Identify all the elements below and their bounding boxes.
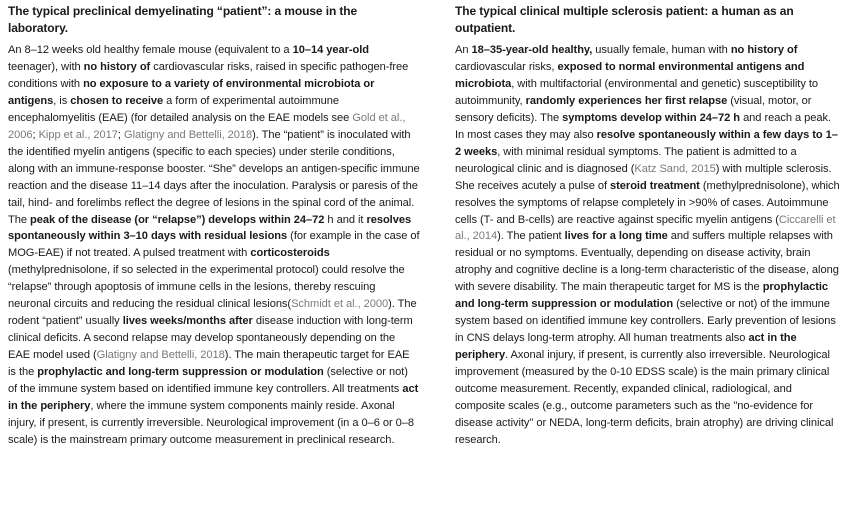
bold-text: peak of the disease (or “relapse”) develops within 24–72 (30, 213, 325, 226)
bold-text: chosen to receive (70, 94, 164, 107)
bold-text: exposed to normal environmental antigens and microbiota (455, 60, 805, 90)
bold-text: no history of (730, 44, 798, 56)
body-text: ) with multiple sclerosis. She receives acutely a pulse of (455, 162, 832, 192)
body-text: . Axonal injury, if present, is currently also irreversible. Neurological improvement (measured by the 0-10 EDSS scale) is the main primary clinical outcome measurement. Recently, expanded clinical, radiological, and composite scales (e.g., outcome parameters such as the "no-evidence for disease activity" or NEDA, long-term deficits, brain atrophy) are driving clinical research. (455, 349, 834, 446)
clinical-title: The typical clinical multiple sclerosis patient: a human as an outpatient. (455, 4, 794, 35)
bold-text: act in the periphery (8, 383, 419, 413)
citation-text: Katz Sand, 2015 (634, 162, 716, 175)
bold-text: corticosteroids (250, 247, 330, 260)
body-text: teenager), with (8, 60, 84, 73)
citation-text: Kipp et al., 2017 (38, 128, 118, 141)
body-text: ). The “patient” is inoculated with the identified myelin antigens (specific to each species) under sterile conditions, along with an immune-response booster. “She” develops an antigen-specific immune reaction and the disease 11–14 days after the inoculation. Paralysis or paresis of the tail, hind- and forelimbs reflect the degree of lesions in the spinal cord of the animal. The (8, 128, 420, 226)
bold-text: randomly experiences her first relapse (525, 94, 728, 107)
body-text: ; (117, 128, 124, 141)
bold-text: no exposure to a variety of environmental microbiota or antigens (8, 77, 375, 107)
bold-text: prophylactic and long-term suppression or modulation (37, 366, 324, 379)
preclinical-column (8, 3, 420, 449)
bold-text: act in the periphery (455, 332, 797, 362)
citation-text: Gold et al., 2006 (8, 111, 406, 141)
bold-text: resolve spontaneously within a few days to 1–2 weeks (455, 128, 838, 158)
bold-text: symptoms develop within 24–72 h (562, 111, 741, 124)
body-text: disease induction with long-term clinical deficits. A second relapse may develop spontaneously depending on the EAE model used ( (8, 315, 413, 362)
citation-text: Glatigny and Bettelli, 2018 (96, 349, 225, 362)
body-text: An (455, 44, 472, 56)
body-text: (methylprednisolone, if so selected in the experimental protocol) could resolve the “relapse” through apoptosis of immune cells in the lesions, thereby rescuing neuronal circuits and reducing the residual clinical lesions( (8, 264, 405, 311)
body-text: ; (32, 128, 39, 141)
body-text: (selective or not) of the immune system based on identified immune key controllers. Early prevention of lesions in CNS delays long-term atrophy. All human treatments also (455, 298, 836, 345)
preclinical-title: The typical preclinical demyelinating “patient”: a mouse in the laboratory. (8, 4, 358, 35)
body-text: a form of experimental autoimmune encephalomyelitis (EAE) (for detailed analysis on the EAE models see (8, 94, 353, 124)
body-text: (for example in the case of MOG-EAE) if not treated. A pulsed treatment with (8, 230, 420, 260)
body-text: and reach a peak. In most cases they may also (455, 111, 832, 141)
body-text: cardiovascular risks, raised in specific pathogen-free conditions with (8, 60, 409, 90)
body-text: (selective or not) of the immune system based on identified immune key controllers. All treatments (8, 366, 408, 396)
body-text: ). The rodent “patient” usually (8, 298, 417, 328)
bold-text: lives for a long time (564, 230, 668, 243)
body-text: ). The patient (497, 230, 565, 243)
clinical-column (455, 3, 843, 449)
body-text: cardiovascular risks, (455, 60, 558, 73)
body-text: (visual, motor, or sensory deficits). The (455, 94, 812, 124)
bold-text: 18–35-year-old healthy, (471, 44, 593, 56)
bold-text: 10–14 year-old (292, 44, 369, 56)
body-text: and suffers multiple relapses with residual or no symptoms. Eventually, depending on disease activity, brain atrophy and cognitive decline is a long-term characteristic of the disease, along with severe disability. The main therapeutic target for MS is the (455, 230, 839, 294)
bold-text: resolves spontaneously within 3–10 days with residual lesions (8, 213, 412, 243)
bold-text: lives weeks/months after (122, 315, 253, 328)
body-text: (methylprednisolone), which resolves the symptoms of relapse completely in >90% of cases. Autoimmune cells (T- and B-cells) are reactive against specific myelin antigens ( (455, 179, 840, 226)
citation-text: Glatigny and Bettelli, 2018 (123, 128, 253, 141)
body-text: , where the immune system components mainly reside. Axonal injury, if present, is currently irreversible. Neurological improvement (in a 0–6 or 0–8 scale) is the mainstream primary outcome measurement in preclinical research. (8, 400, 415, 446)
citation-text: Schmidt et al., 2000 (291, 298, 389, 311)
preclinical-paragraph (8, 42, 420, 449)
body-text: h and it (324, 213, 367, 226)
bold-text: no history of (83, 60, 151, 73)
body-text: usually female, human with (592, 44, 731, 56)
body-text: ). The main therapeutic target for EAE is the (8, 349, 410, 379)
clinical-paragraph (455, 42, 843, 449)
bold-text: steroid treatment (610, 179, 700, 192)
citation-text: Ciccarelli et al., 2014 (455, 213, 836, 243)
body-text: An 8–12 weeks old healthy female mouse (equivalent to a (8, 44, 293, 56)
body-text: , is (53, 94, 71, 107)
bold-text: prophylactic and long-term suppression or modulation (455, 281, 829, 311)
body-text: , with multifactorial (environmental and genetic) susceptibility to autoimmunity, (455, 77, 819, 107)
body-text: , with minimal residual symptoms. The patient is admitted to a neurological clinic and is diagnosed ( (455, 145, 797, 175)
